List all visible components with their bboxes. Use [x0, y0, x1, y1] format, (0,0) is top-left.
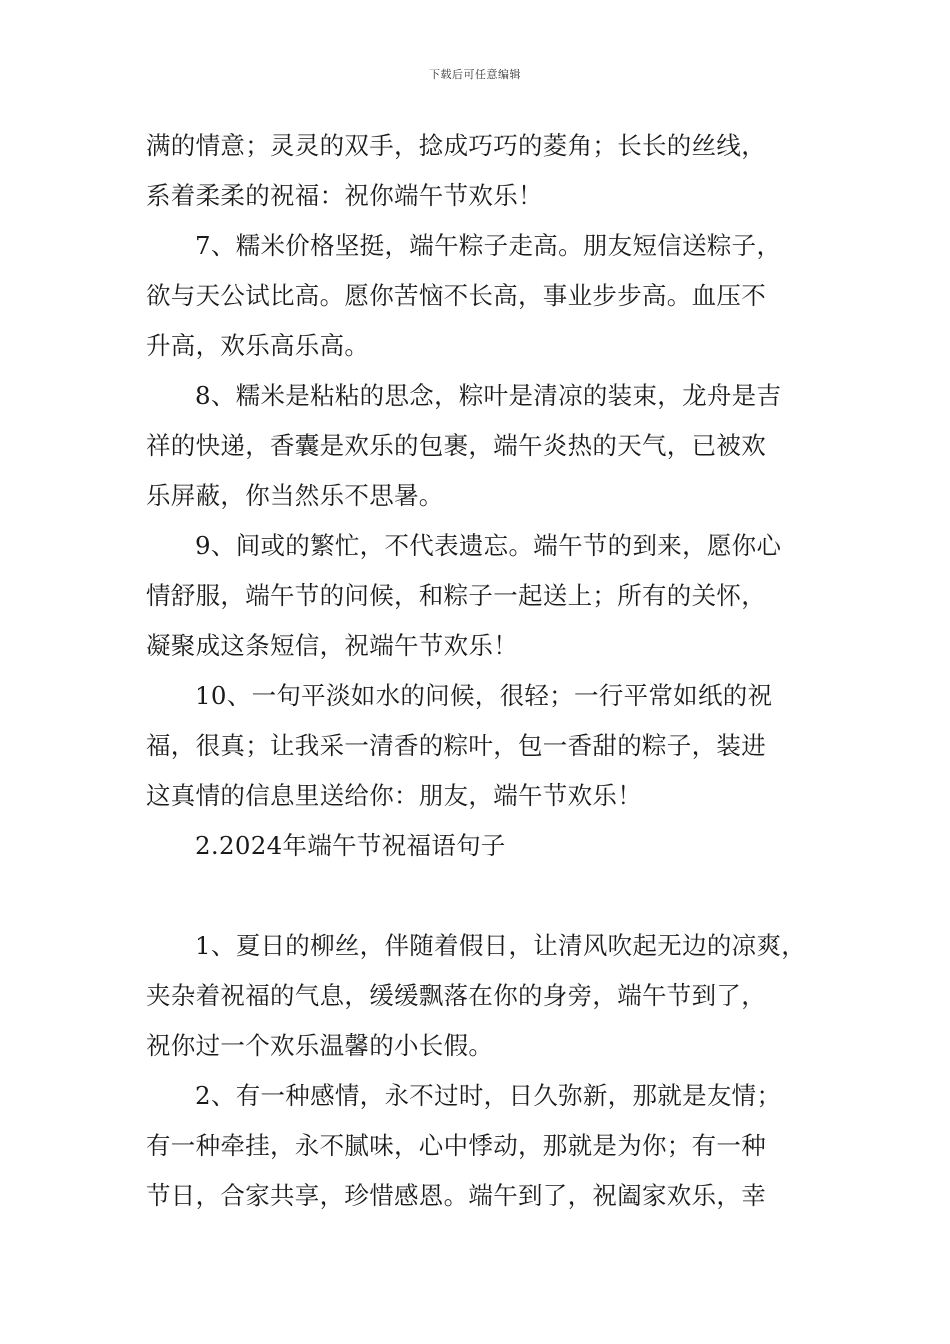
text-line: 这真情的信息里送给你：朋友，端午节欢乐！ — [146, 781, 642, 810]
blank-line — [146, 871, 818, 921]
section-heading: 2.2024年端午节祝福语句子 — [195, 831, 506, 860]
text-line: 9、间或的繁忙，不代表遗忘。端午节的到来，愿你心 — [195, 531, 782, 560]
text-line: 节日，合家共享，珍惜感恩。端午到了，祝阖家欢乐，幸 — [146, 1181, 766, 1210]
text-line: 2、有一种感情，永不过时，日久弥新，那就是友情； — [195, 1081, 782, 1110]
text-line: 升高，欢乐高乐高。 — [146, 331, 370, 360]
text-line: 7、糯米价格坚挺，端午粽子走高。朋友短信送粽子， — [195, 231, 782, 260]
text-line: 有一种牵挂，永不腻味，心中悸动，那就是为你；有一种 — [146, 1131, 766, 1160]
text-line: 夹杂着祝福的气息，缓缓飘落在你的身旁，端午节到了， — [146, 981, 766, 1010]
text-line: 祝你过一个欢乐温馨的小长假。 — [146, 1031, 494, 1060]
text-line: 乐屏蔽，你当然乐不思暑。 — [146, 481, 444, 510]
text-line: 1、夏日的柳丝，伴随着假日，让清风吹起无边的凉爽， — [195, 931, 807, 960]
text-line: 凝聚成这条短信，祝端午节欢乐！ — [146, 631, 518, 660]
text-line: 系着柔柔的祝福：祝你端午节欢乐！ — [146, 181, 543, 210]
text-line: 欲与天公试比高。愿你苦恼不长高，事业步步高。血压不 — [146, 281, 766, 310]
text-line: 情舒服，端午节的问候，和粽子一起送上；所有的关怀， — [146, 581, 766, 610]
text-line: 10、一句平淡如水的问候，很轻；一行平常如纸的祝 — [195, 681, 773, 710]
document-body — [146, 121, 818, 1221]
text-line: 福，很真；让我采一清香的粽叶，包一香甜的粽子，装进 — [146, 731, 766, 760]
page-header-note: 下载后可任意编辑 — [429, 68, 521, 81]
text-line: 祥的快递，香囊是欢乐的包裹，端午炎热的天气，已被欢 — [146, 431, 766, 460]
text-line: 满的情意；灵灵的双手，捻成巧巧的菱角；长长的丝线， — [146, 131, 766, 160]
text-line: 8、糯米是粘粘的思念，粽叶是清凉的装束，龙舟是吉 — [195, 381, 782, 410]
